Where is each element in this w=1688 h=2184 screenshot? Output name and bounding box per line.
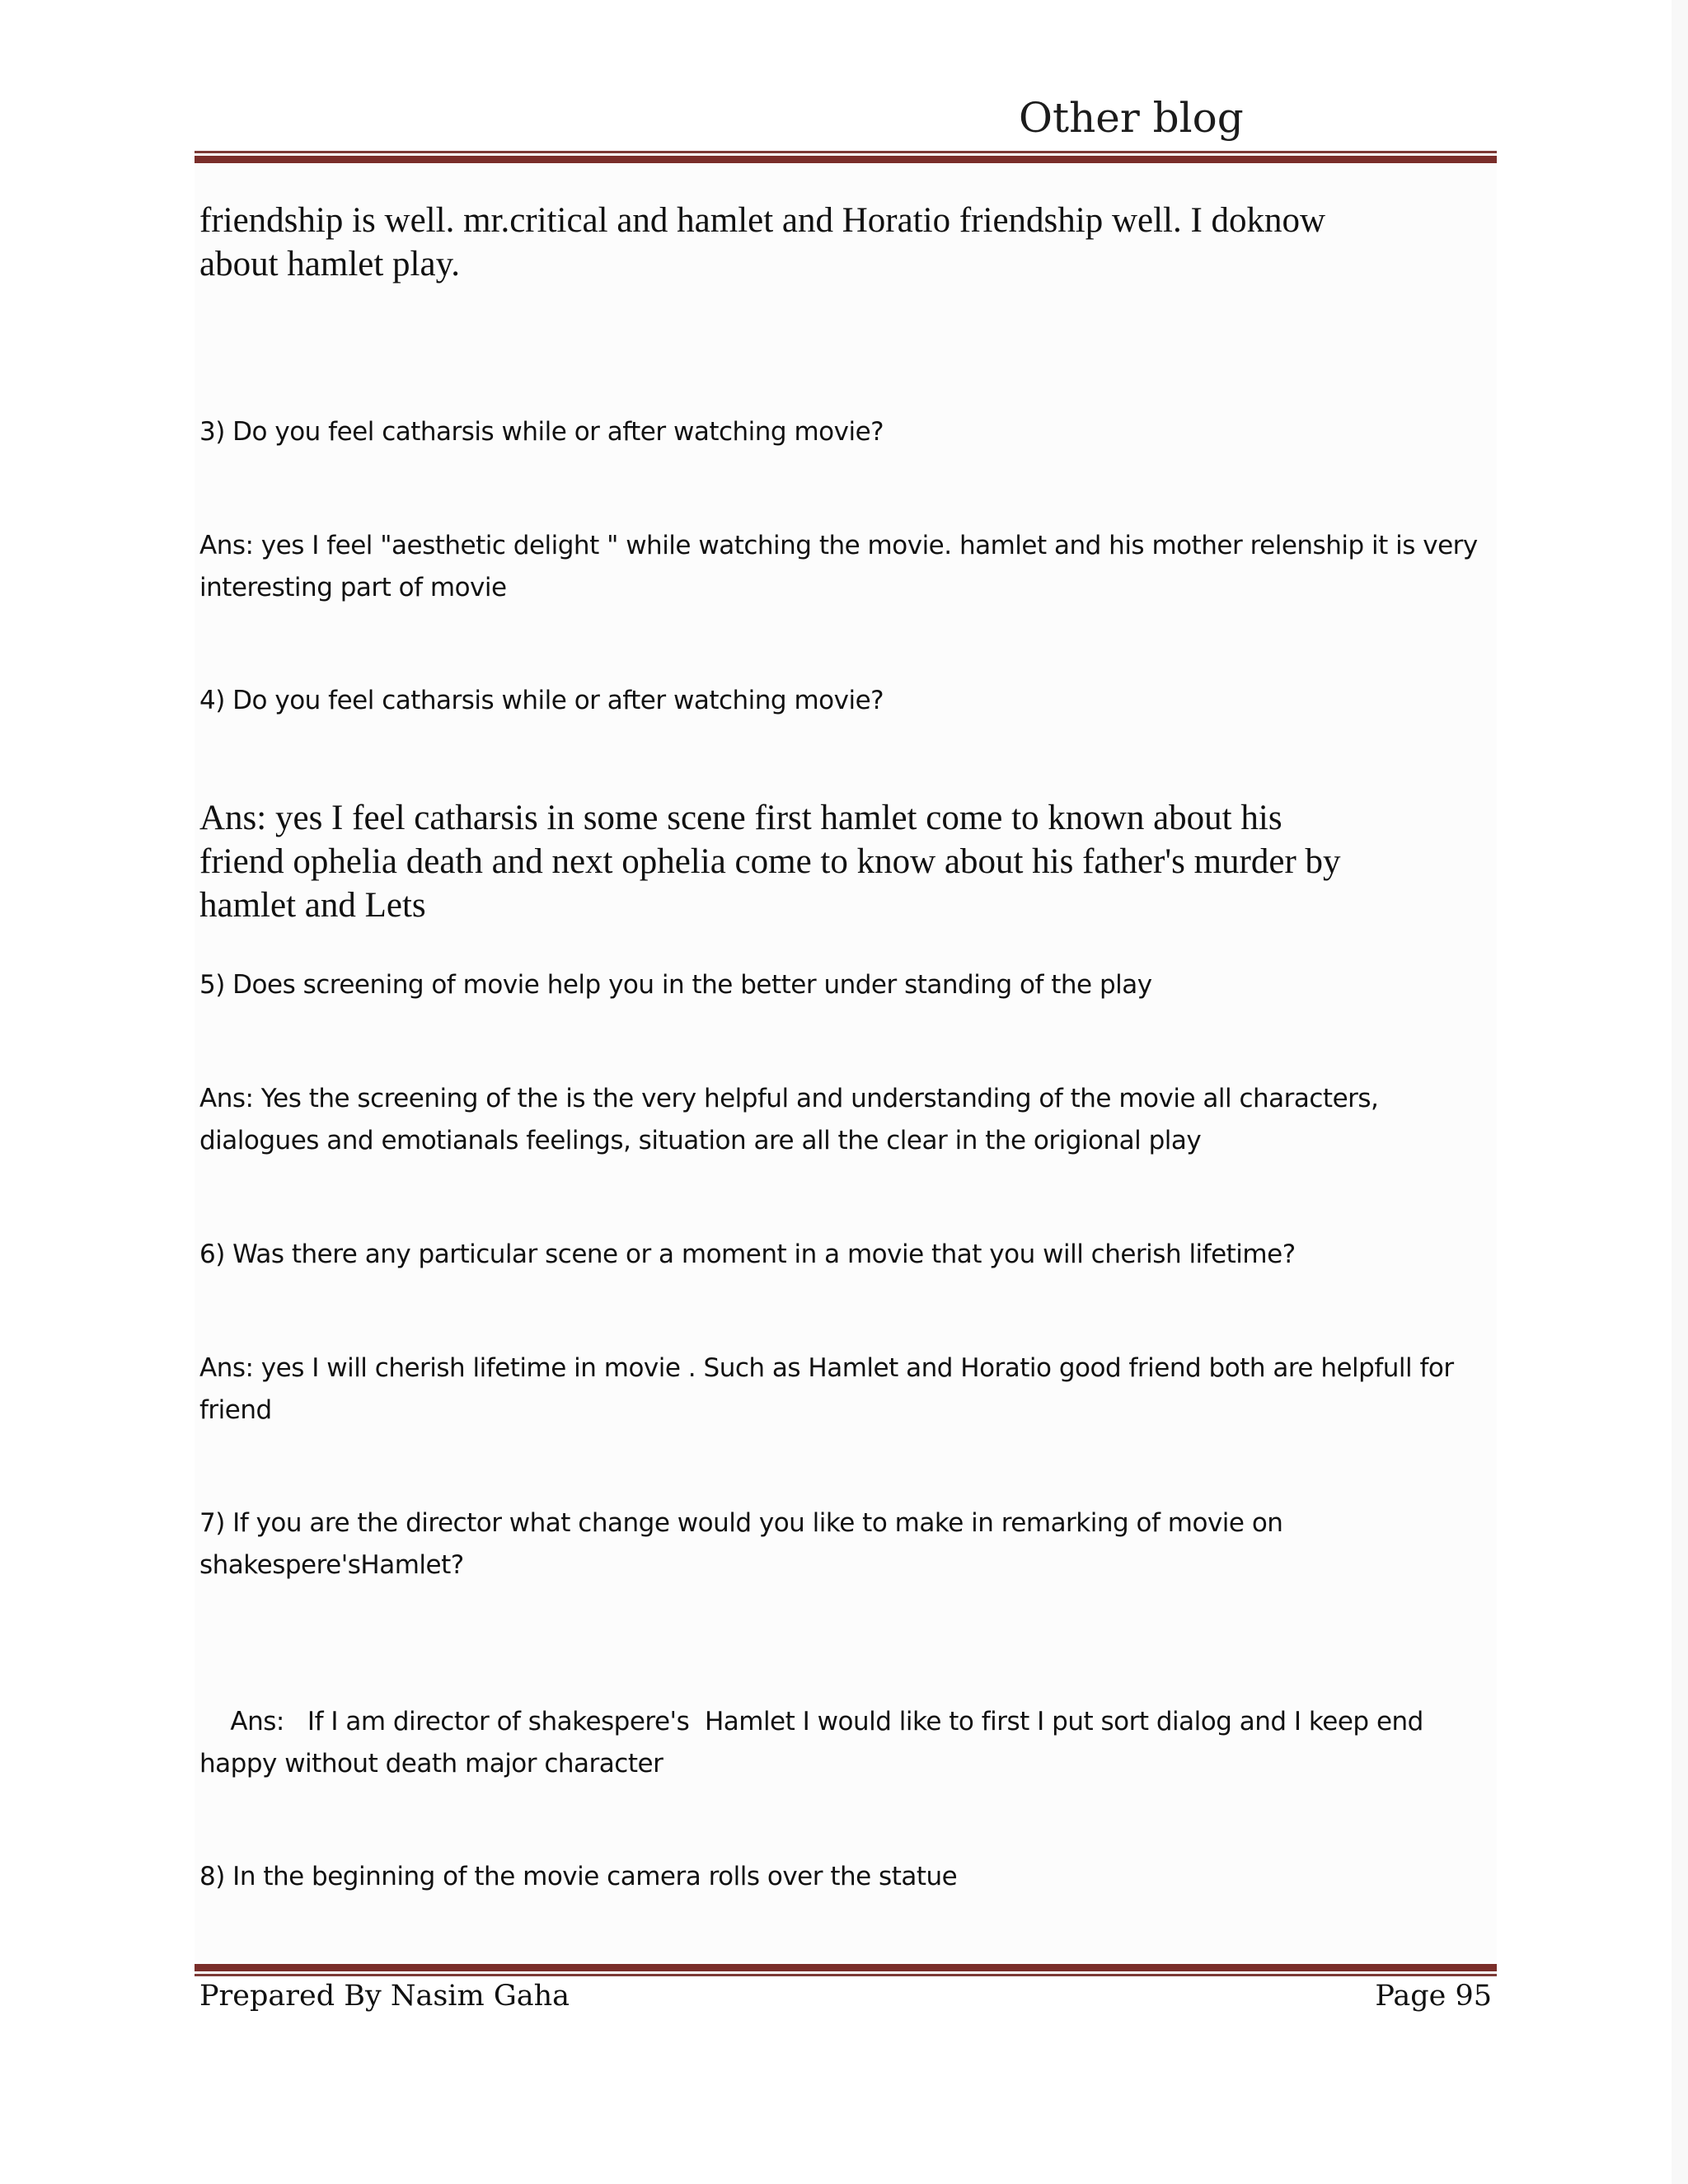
footer-page-number: Page 95 xyxy=(1375,1980,1492,2013)
answer-5-line: Ans: Yes the screening of the is the very helpful and understanding of the movie all characters, xyxy=(199,1084,1379,1113)
question-3: 3) Do you feel catharsis while or after watching movie? xyxy=(199,417,884,447)
header-title: Other blog xyxy=(1019,94,1244,142)
answer-4-line: Ans: yes I feel catharsis in some scene first hamlet come to known about his xyxy=(199,799,1282,837)
answer-7-line: happy without death major character xyxy=(199,1749,663,1779)
answer-7-line: Ans: If I am director of shakespere's Hamlet I would like to first I put sort dialog and I keep end xyxy=(199,1707,1423,1736)
answer-4-line: friend ophelia death and next ophelia come to know about his father's murder by xyxy=(199,842,1341,881)
answer-5-line: dialogues and emotianals feelings, situation are all the clear in the origional play xyxy=(199,1126,1202,1155)
question-8: 8) In the beginning of the movie camera rolls over the statue xyxy=(199,1862,958,1891)
paragraph-line: friendship is well. mr.critical and hamlet and Horatio friendship well. I doknow xyxy=(199,201,1326,240)
question-4: 4) Do you feel catharsis while or after watching movie? xyxy=(199,686,884,715)
answer-6-line: friend xyxy=(199,1395,272,1425)
question-7-line: shakespere'sHamlet? xyxy=(199,1550,464,1580)
question-7-line: 7) If you are the director what change would you like to make in remarking of movie on xyxy=(199,1508,1283,1538)
answer-3-line: interesting part of movie xyxy=(199,573,507,602)
answer-6-line: Ans: yes I will cherish lifetime in movie . Such as Hamlet and Horatio good friend both are helpfull for xyxy=(199,1353,1454,1383)
header-rule xyxy=(195,151,1497,163)
paragraph-line: about hamlet play. xyxy=(199,245,461,284)
question-5: 5) Does screening of movie help you in the better under standing of the play xyxy=(199,970,1152,1000)
answer-4-line: hamlet and Lets xyxy=(199,886,426,925)
question-6: 6) Was there any particular scene or a moment in a movie that you will cherish lifetime? xyxy=(199,1240,1296,1269)
page-edge xyxy=(1672,0,1688,2184)
footer-rule xyxy=(195,1964,1497,1976)
footer-prepared-by: Prepared By Nasim Gaha xyxy=(199,1980,570,2013)
answer-3-line: Ans: yes I feel "aesthetic delight " while watching the movie. hamlet and his mother relenship it is very xyxy=(199,531,1478,560)
